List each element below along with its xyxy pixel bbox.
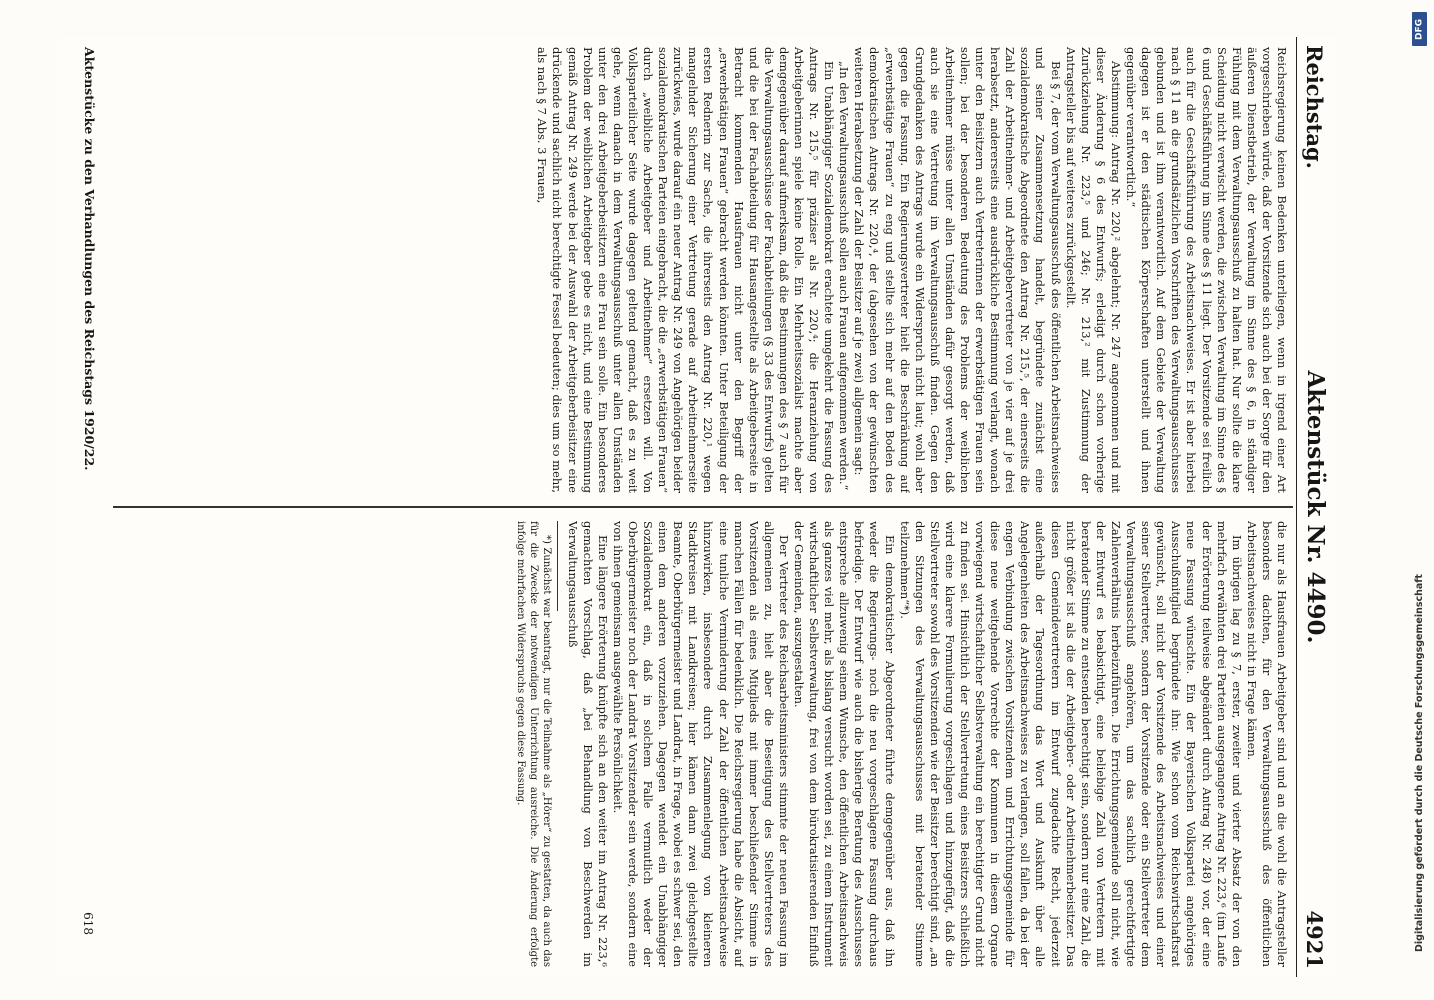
- paragraph: Reichsregierung keinen Bedenken unterliegen, wenn in irgend einer Art vorgeschrieben würde, daß der Vorsitzende sich auch bei der Sorge für den äußeren Dienstbetrieb, der Verwaltung im Sinne des § 6, in ständiger Fühlung mit dem Verwaltungsausschuß zu halten hat. Nur sollte die klare Scheidung nicht verwischt werden, die zwischen Verwaltung im Sinne des § 6 und Geschäftsführung im Sinne des § 11 liegt. Der Vorsitzende sei freilich auch für die Geschäftsführung des Arbeitsnachweises. Er ist aber hierbei nach § 11 an die grundsätzlichen Vorschriften des Verwaltungsausschusses gebunden und ist ihm verantwortlich. Auf dem Gebiete der Verwaltung dagegen ist er den städtischen Körperschaften unterstellt und ihnen gegenüber verantwortlich.“: [1124, 47, 1289, 493]
- page-footer: [69, 37, 103, 977]
- footnote-divider: [558, 521, 559, 611]
- quoted-paragraph: „In den Verwaltungsausschuß sollen auch Frauen aufgenommen werden.“: [837, 61, 852, 491]
- footer-source-line: Aktenstücke zu den Verhandlungen des Reichstags 1920/22.: [82, 47, 97, 471]
- page-header: [1296, 37, 1331, 977]
- paragraph: Ein Unabhängiger Sozialdemokrat erachtete umgekehrt die Fassung des Antrags Nr. 215,⁵ für präziser als Nr. 220,⁴; die Heranziehung von Arbeitgeberinnen spiele keine Rolle. Ein Mehrheitssozialist machte aber demgegenüber darauf aufmerksam, daß die Bestimmungen des § 7 auch für die Verwaltungsausschüsse der Fachabteilungen (§ 33 des Entwurfs) gelten und die bei der Fachabteilung für Hausangestellte als Arbeitgeberseite in Betracht kommenden Hausfrauen nicht unter den Begriff der „erwerbstätigen Frauen“ gebracht werden könnten. Unter Beteiligung der ersten Rednerin zur Sache, die ihrerseits den Antrag Nr. 220,¹ wegen mangelnder Sicherung einer Vertretung gerade auf Arbeitnehmerseite zurückwies, wurde darauf ein neuer Antrag Nr. 249 von Angehörigen beider sozialdemokratischen Parteien eingebracht, die die „erwerbstätigen Frauen“ durch „weibliche Arbeitgeber und Arbeitnehmer“ ersetzen will. Von Volksparteilicher Seite wurde dagegen geltend gemacht, daß es zu weit gehe, wenn danach in dem Verwaltungsausschuß unter allen Umständen unter den drei Arbeitgeberbeisitzern eine Frau sein solle. Ein besonderes Problem der weiblichen Arbeitgeber gebe es nicht, und eine Bestimmung gemäß Antrag Nr. 249 werde bei der Auswahl der Arbeitgeberbeisitzer eine drückende und sachlich nicht berechtigte Fessel bedeuten; dies um so mehr, als nach § 7 Abs. 3 Frauen,: [535, 47, 837, 493]
- paragraph: Ein demokratischer Abgeordneter führte demgegenüber aus, daß ihn weder die Regierungs- noch die neu vorgeschlagene Fassung durchaus befriedige. Der Entwurf wie auch die bisherige Beratung des Ausschusses entspreche allzuwenig seinem Wunsche, den öffentlichen Arbeitsnachweis als ganzes viel mehr, als bislang versucht worden sei, zu einem Instrument wirtschaftlicher Selbstverwaltung, frei von dem bürokratisierenden Einfluß der Gemeinden, auszugestalten.: [792, 521, 897, 967]
- paragraph: Der Vertreter des Reichsarbeitsministers stimmte der neuen Fassung im allgemeinen zu, hielt aber die Beseitigung des Stellvertreters des Vorsitzenden als eines Mitglieds mit immer beschließender Stimme in manchen Fällen für bedenklich. Die Reichsregierung habe die Absicht, auf eine tunliche Verminderung der Zahl der öffentlichen Arbeitsnachweise hinzuwirken, insbesondere durch Zusammenlegung von kleineren Stadtkreisen mit Landkreisen; hier kämen dann zwei gleichgestellte Beamte, Oberbürgermeister und Landrat, in Frage, wobei es schwer sei, den einen dem anderen vorzuziehen. Dagegen wendet ein Unabhängiger Sozialdemokrat ein, daß in solchem Falle vermutlich weder der Oberbürgermeister noch der Landrat Vorsitzender sein werde, sondern eine von ihnen gemeinsam ausgewählte Persönlichkeit.: [610, 521, 791, 967]
- header-left-title: Reichstag.: [1302, 45, 1327, 169]
- digitization-credit-text: Digitalisierung gefördert durch die Deutsche Forschungsgemeinschaft: [1414, 574, 1425, 952]
- column-divider: [113, 506, 1293, 508]
- paragraph: Im übrigen lag zu § 7, erster, zweiter und vierter Absatz der von den mehrfach erwähnten drei Parteien ausgegangene Antrag Nr. 223,⁶ (im Laufe der Erörterung teilweise abgeändert durch Antrag Nr. 248) vor, der eine neue Fassung wünschte. Ein der Bayerischen Volkspartei angehöriges Ausschußmitglied begründete ihn: Wie schon vom Reichswirtschaftsrat gewünscht, soll nicht der Vorsitzende des Arbeitsnachweises und einer seiner Stellvertreter, sondern der Vorsitzende oder ein Stellvertreter dem Verwaltungsausschuß angehören, um das sachlich gerechtfertigte Zahlenverhältnis herbeizuführen. Die Errichtungsgemeinde soll nicht, wie der Entwurf es beabsichtigt, eine beliebige Zahl von Vertretern mit beratender Stimme zu entsenden berechtigt sein, sondern nur eine Zahl, die nicht größer ist als die der Arbeitgeber- oder Arbeitnehmerbeisitzer. Das diesen Gemeindevertretern im Entwurf zugedachte Recht, jederzeit außerhalb der Tagesordnung das Wort und Auskunft über alle Angelegenheiten des Arbeitsnachweises zu verlangen, soll fallen, da bei der engen Verbindung zwischen Vorsitzendem und Errichtungsgemeinde für diese neue weitgehende Vorrechte der Kommunen in diesem Organe vorwiegend wirtschaftlicher Selbstverwaltung ein berechtigter Grund nicht zu finden sei. Hinsichtlich der Stellvertretung eines Beisitzers schließlich wird eine klarere Formulierung vorgeschlagen und hinzugefügt, daß die Stellvertreter sowohl des Vorsitzenden wie der Beisitzer berechtigt sind, „an den Sitzungen des Verwaltungsausschusses mit beratender Stimme teilzunehmen“*).: [897, 521, 1244, 967]
- right-text-column: [119, 521, 1289, 967]
- paragraph: Abstimmung: Antrag Nr. 220,² abgelehnt; Nr. 247 angenommen und mit dieser Änderung § 6 des Entwurfs; erledigt durch schon vorherige Zurückziehung Nr. 223,⁵ und 246; Nr. 213,² mit Zustimmung der Antragsteller bis auf weiteres zurückgestellt.: [1063, 47, 1123, 493]
- header-document-title: Aktenstück Nr. 4490.: [1302, 370, 1329, 644]
- footnote: *) Zunächst war beantragt, nur die Teilnahme als „Hörer“ zu gestatten, da auch das für die Zwecke der notwendigen Unterrichtung ausreiche. Die Änderung erfolgte infolge mehrfachen Widerspruchs gegen diese Fassung.: [515, 521, 553, 967]
- rotated-document-page: [57, 37, 1337, 977]
- page-number: 4921: [1302, 910, 1327, 969]
- left-text-column: [119, 47, 1289, 493]
- paragraph: Eine längere Erörterung knüpfte sich an den weiter im Antrag Nr. 223,⁶ gemachten Vorschlag, daß „bei Behandlung von Beschwerden im Verwaltungsausschuß: [565, 521, 610, 967]
- dfg-logo-icon: DFG: [1412, 12, 1427, 46]
- digitization-credit-strip: [1408, 8, 1432, 992]
- sheet-number: 618: [81, 912, 95, 935]
- paragraph: Bei § 7, der vom Verwaltungsausschuß des öffentlichen Arbeitsnachweises und seiner Zusammensetzung handelt, begründete zunächst eine sozialdemokratische Abgeordnete den Antrag Nr. 215,⁵, der einerseits die Zahl der Arbeitnehmer- und Arbeitgebervertreter von je vier auf je drei herabsetzt, andererseits eine ausdrückliche Bestimmung verlangt, wonach unter den Beisitzern auch Vertreterinnen der erwerbstätigen Frauen sein sollen; bei der besonderen Bedeutung des Problems der weiblichen Arbeitnehmer müsse unter allen Umständen dafür gesorgt werden, daß auch sie eine Vertretung im Verwaltungsausschuß finden. Gegen den Grundgedanken des Antrags wurde ein Widerspruch nicht laut; wohl aber gegen die Fassung. Ein Regierungsvertreter hielt die Beschränkung auf „erwerbstätige Frauen“ zu eng und stellte sich mehr auf den Boden des demokratischen Antrags Nr. 220,⁴, der (abgesehen von der gewünschten weiteren Herabsetzung der Zahl der Beisitzer auf je zwei) allgemein sagt:: [852, 47, 1063, 493]
- paragraph: die nur als Hausfrauen Arbeitgeber sind und an die wohl die Antragsteller besonders dachten, für den Verwaltungsausschuß des öffentlichen Arbeitsnachweises nicht in Frage kämen.: [1244, 521, 1289, 967]
